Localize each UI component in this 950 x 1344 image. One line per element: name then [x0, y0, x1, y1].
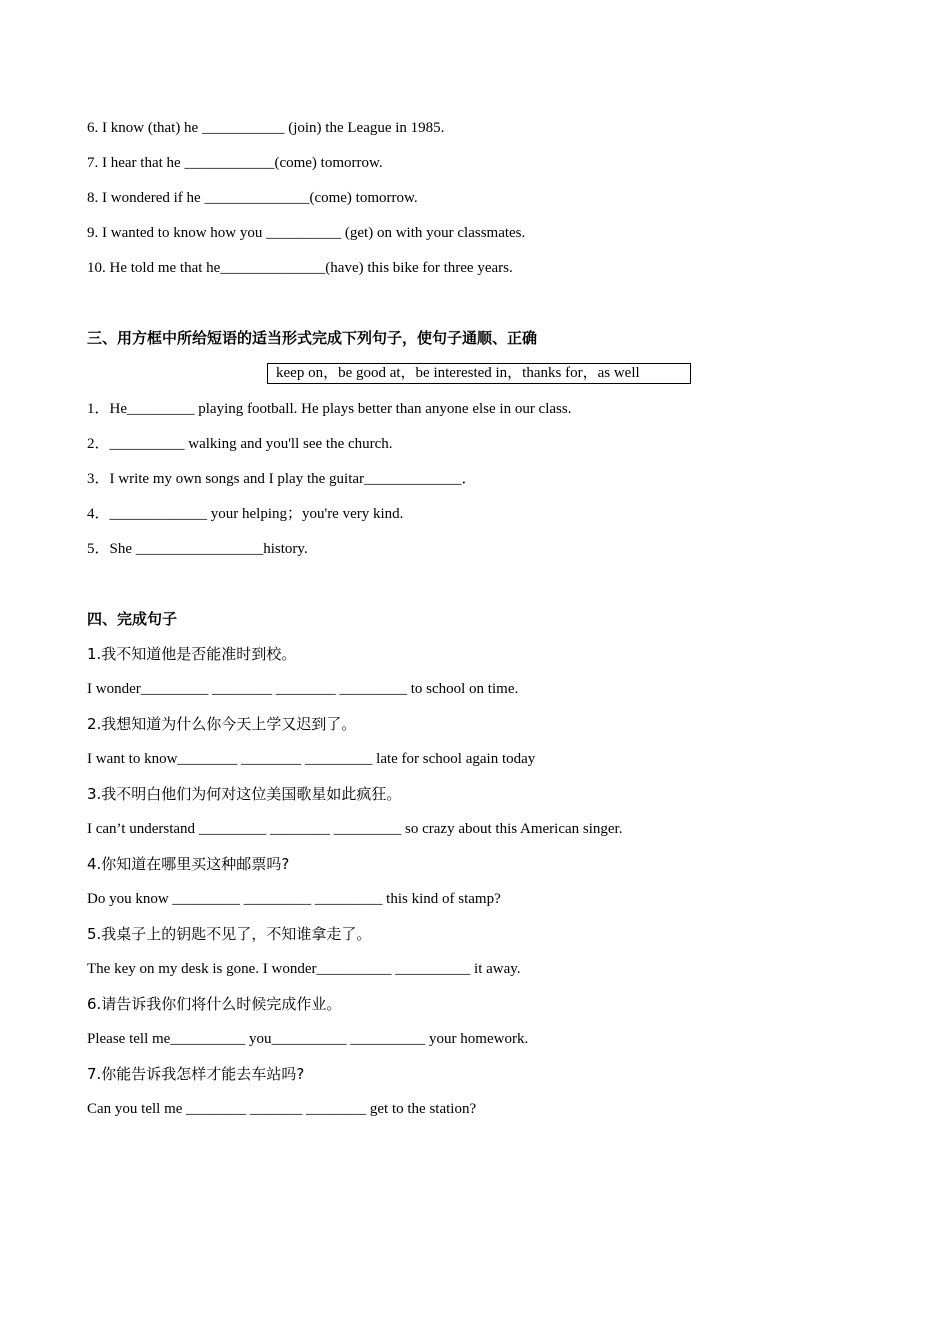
- section-4-item-7-english: Can you tell me ________ _______ ________ get to the station?: [87, 1101, 477, 1117]
- section-4-item-6-english: Please tell me__________ you__________ __________ your homework.: [87, 1031, 529, 1047]
- section-4-item-2-english: I want to know________ ________ _________ late for school again today: [87, 751, 536, 767]
- section-4-item-6-chinese: 6.请告诉我你们将什么时候完成作业。: [87, 995, 342, 1013]
- section-4-item-7-chinese: 7.你能告诉我怎样才能去车站吗?: [87, 1065, 305, 1083]
- section-3-item-1: 1．He_________ playing football. He plays better than anyone else in our class.: [87, 401, 572, 417]
- section-4-item-4-english: Do you know _________ _________ _________ this kind of stamp?: [87, 891, 501, 907]
- section-4-item-5-chinese: 5.我桌子上的钥匙不见了，不知谁拿走了。: [87, 925, 372, 943]
- section-4-item-5-english: The key on my desk is gone. I wonder__________ __________ it away.: [87, 961, 521, 977]
- section-4-item-3-english: I can’t understand _________ ________ _________ so crazy about this American singer.: [87, 821, 623, 837]
- section-3-item-3: 3．I write my own songs and I play the guitar_____________．: [87, 471, 477, 487]
- section-4-item-2-chinese: 2.我想知道为什么你今天上学又迟到了。: [87, 715, 357, 733]
- section-3-title: 三、用方框中所给短语的适当形式完成下列句子，使句子通顺、正确: [87, 329, 538, 347]
- exercise-item-8: 8. I wondered if he ______________(come) tomorrow.: [87, 190, 418, 206]
- section-3-item-4: 4．_____________ your helping；you're very kind.: [87, 506, 404, 522]
- exercise-item-7: 7. I hear that he ____________(come) tomorrow.: [87, 155, 383, 171]
- exercise-item-10: 10. He told me that he______________(have) this bike for three years.: [87, 260, 513, 276]
- word-box: keep on，be good at，be interested in，thanks for，as well: [267, 363, 691, 384]
- section-4-item-1-chinese: 1.我不知道他是否能准时到校。: [87, 645, 297, 663]
- exercise-item-6: 6. I know (that) he ___________ (join) the League in 1985.: [87, 120, 445, 136]
- section-3-item-2: 2．__________ walking and you'll see the church.: [87, 436, 393, 452]
- section-4-item-3-chinese: 3.我不明白他们为何对这位美国歌星如此疯狂。: [87, 785, 402, 803]
- section-4-item-1-english: I wonder_________ ________ ________ _________ to school on time.: [87, 681, 519, 697]
- section-4-title: 四、完成句子: [87, 610, 178, 628]
- section-3-item-5: 5．She _________________history.: [87, 541, 308, 557]
- exercise-item-9: 9. I wanted to know how you __________ (get) on with your classmates.: [87, 225, 526, 241]
- section-4-item-4-chinese: 4.你知道在哪里买这种邮票吗?: [87, 855, 290, 873]
